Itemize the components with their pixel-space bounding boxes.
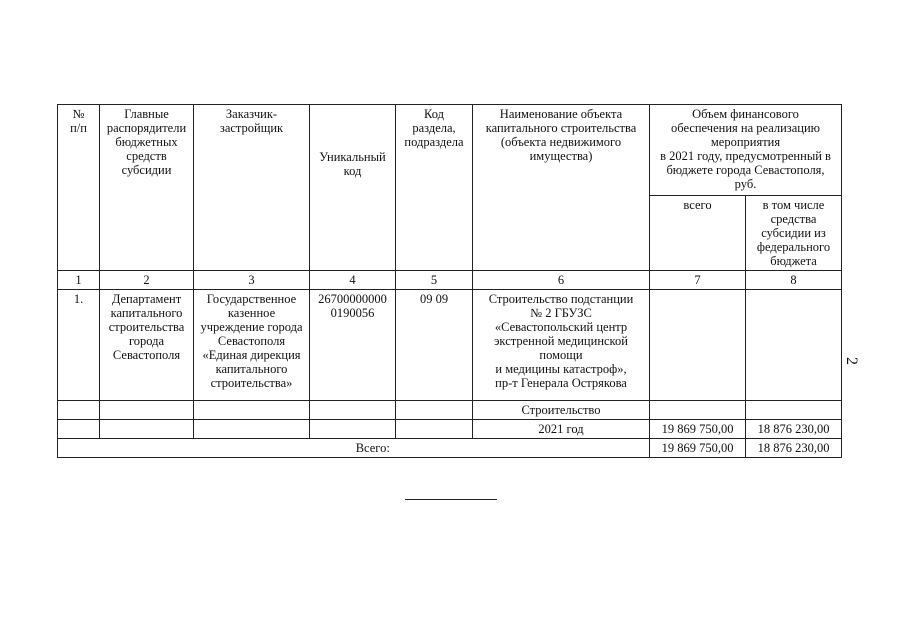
row-object-name: Строительство подстанции № 2 ГБУЗС «Севастопольский центр экстренной медицинской помощи и медицины катастроф», пр-т Генерала Острякова	[473, 290, 650, 401]
total-federal-value: 18 876 230,00	[746, 439, 842, 458]
column-numbers-row	[58, 271, 842, 290]
header-budget-holders: Главные распорядители бюджетных средств субсидии	[100, 105, 194, 271]
row-unique-code: 26700000000 0190056	[310, 290, 396, 401]
row-work-type: Строительство	[473, 401, 650, 420]
header-customer: Заказчик- застройщик	[194, 105, 310, 271]
row-budget-holder: Департамент капитального строительства города Севастополя	[100, 290, 194, 401]
column-number: 1	[58, 271, 100, 290]
column-number: 8	[746, 271, 842, 290]
column-number: 6	[473, 271, 650, 290]
separator-line	[405, 499, 497, 500]
column-number: 5	[396, 271, 473, 290]
row-year: 2021 год	[473, 420, 650, 439]
row-section-code: 09 09	[396, 290, 473, 401]
header-funding: Объем финансового обеспечения на реализацию мероприятия в 2021 году, предусмотренный в бюджете города Севастополя, руб.	[650, 105, 842, 196]
row-customer: Государственное казенное учреждение города Севастополя «Единая дирекция капитального строительства»	[194, 290, 310, 401]
row-federal-empty	[746, 290, 842, 401]
column-number: 4	[310, 271, 396, 290]
header-object-name: Наименование объекта капитального строительства (объекта недвижимого имущества)	[473, 105, 650, 271]
header-section-code: Код раздела, подраздела	[396, 105, 473, 271]
header-total: всего	[650, 196, 746, 271]
row-total-empty	[650, 290, 746, 401]
total-row	[58, 439, 842, 458]
budget-table	[57, 104, 842, 458]
column-number: 7	[650, 271, 746, 290]
table-row	[58, 401, 842, 420]
header-federal: в том числе средства субсидии из федерального бюджета	[746, 196, 842, 271]
total-label: Всего:	[100, 439, 650, 458]
total-value: 19 869 750,00	[650, 439, 746, 458]
row-number: 1.	[58, 290, 100, 401]
row-total-value: 19 869 750,00	[650, 420, 746, 439]
page-number: 2	[843, 357, 860, 365]
header-unique-code: Уникальный код	[310, 105, 396, 271]
column-number: 3	[194, 271, 310, 290]
header-number: № п/п	[58, 105, 100, 271]
column-number: 2	[100, 271, 194, 290]
row-federal-value: 18 876 230,00	[746, 420, 842, 439]
table-row	[58, 290, 842, 401]
table-row	[58, 420, 842, 439]
